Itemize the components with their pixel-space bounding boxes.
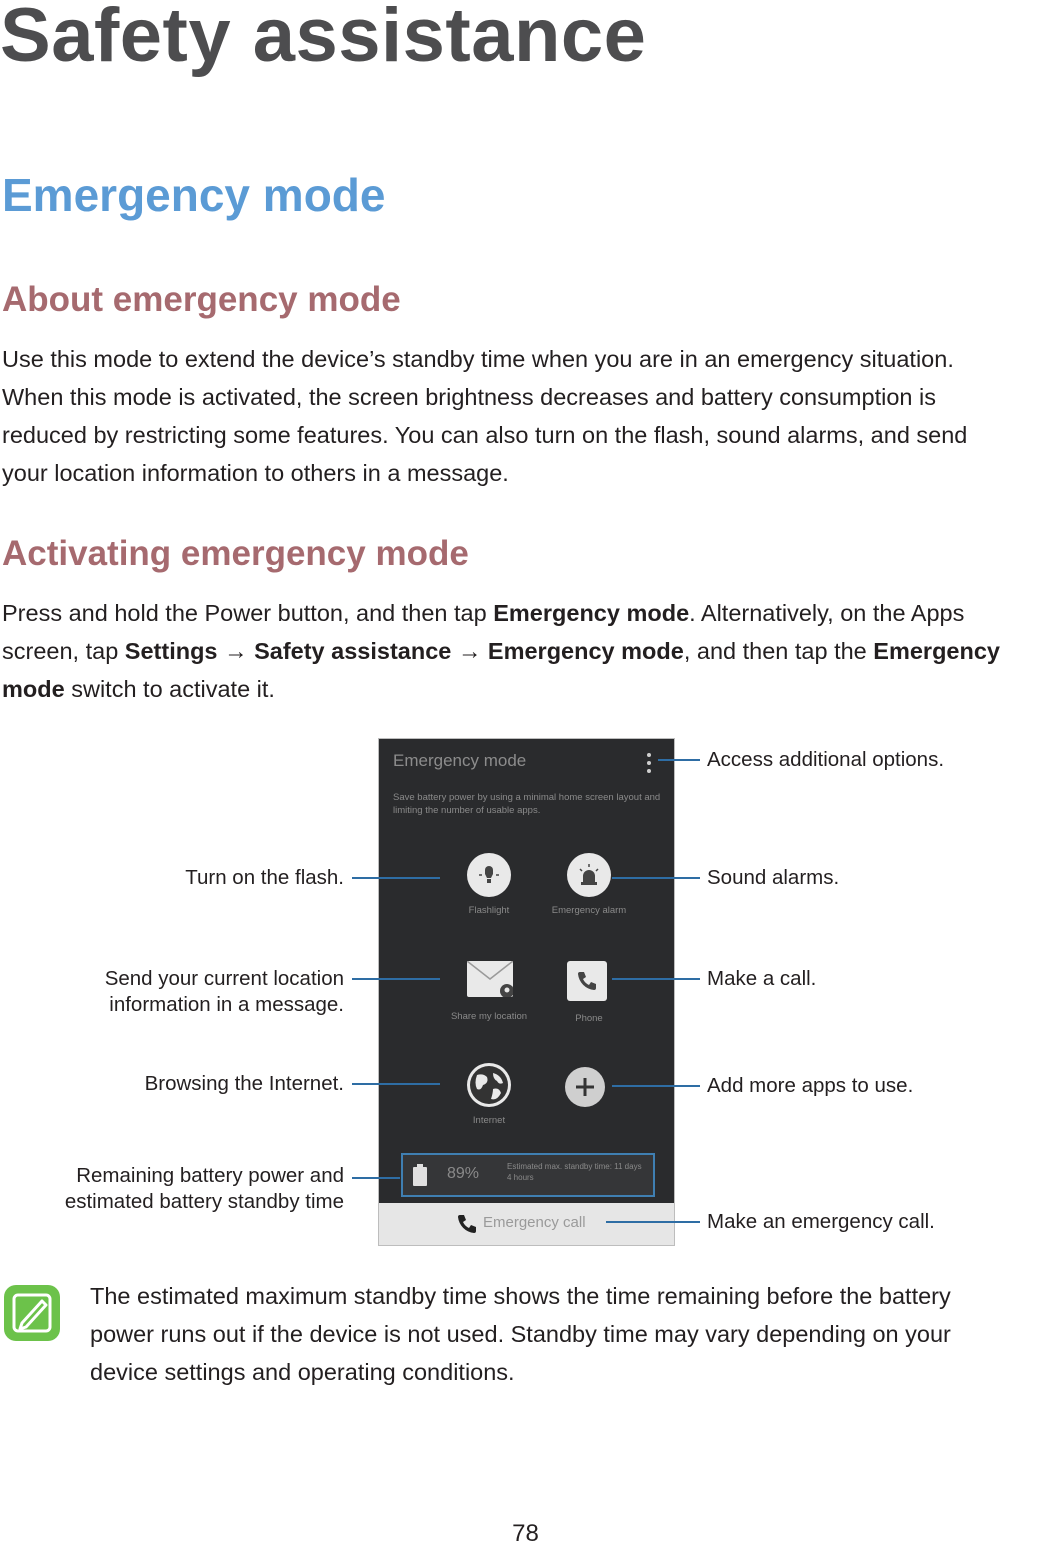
about-line-3: reduced by restricting some features. You can also turn on the flash, sound alarms, and send — [2, 422, 968, 448]
callout-line — [606, 1221, 700, 1223]
phone-call-icon — [455, 1211, 479, 1237]
callout-line — [612, 978, 700, 980]
callout-line — [352, 877, 440, 879]
app-label: Internet — [472, 1115, 506, 1126]
chapter-title: Safety assistance — [0, 0, 647, 78]
callout-alarms: Sound alarms. — [707, 866, 840, 889]
app-emergency-alarm[interactable] — [539, 853, 639, 917]
about-line-2: When this mode is activated, the screen brightness decreases and battery consumption is — [2, 384, 936, 410]
battery-info: Estimated max. standby time: 11 days 4 hours — [507, 1162, 642, 1182]
note-line-3: device settings and operating conditions. — [90, 1359, 515, 1385]
add-icon — [565, 1067, 605, 1107]
more-options-icon[interactable] — [645, 751, 653, 775]
about-paragraph — [2, 340, 1051, 492]
note-line-2: power runs out if the device is not used. Standby time may vary depending on your — [90, 1321, 951, 1347]
callout-options: Access additional options. — [707, 748, 945, 771]
note-text — [90, 1277, 1050, 1391]
phone-screenshot — [378, 738, 675, 1246]
battery-percent: 89% — [447, 1165, 480, 1182]
alarm-icon — [567, 853, 611, 897]
phone-title: Emergency mode — [393, 751, 527, 770]
callout-emergency-call: Make an emergency call. — [707, 1210, 935, 1233]
about-line-4: your location information to others in a message. — [2, 460, 509, 486]
app-flashlight[interactable] — [439, 853, 539, 917]
app-label: Flashlight — [468, 905, 510, 916]
callout-line — [352, 1083, 440, 1085]
emergency-call-button[interactable] — [379, 1203, 674, 1245]
callout-line — [612, 1085, 700, 1087]
callout-flash: Turn on the flash. — [185, 866, 344, 889]
callout-internet: Browsing the Internet. — [144, 1072, 344, 1095]
about-heading: About emergency mode — [2, 280, 401, 319]
section-title: Emergency mode — [2, 169, 386, 221]
activating-line-1: Press and hold the Power button, and then tap Emergency mode. Alternatively, on the Apps — [2, 600, 965, 626]
callout-location: Send your current location information in a message. — [104, 967, 344, 1016]
callout-line — [352, 1177, 400, 1179]
share-location-icon — [467, 961, 513, 997]
globe-icon — [467, 1063, 511, 1107]
app-label: Phone — [575, 1013, 603, 1024]
activating-paragraph — [2, 594, 1051, 708]
app-phone[interactable] — [539, 961, 639, 1025]
phone-description: Save battery power by using a minimal home screen layout and limiting the number of usable apps. — [393, 792, 661, 816]
note-line-1: The estimated maximum standby time shows the time remaining before the battery — [90, 1283, 951, 1309]
activating-line-2: screen, tap Settings → Safety assistance → Emergency mode, and then tap the Emergency — [2, 638, 1000, 664]
about-line-1: Use this mode to extend the device’s standby time when you are in an emergency situation. — [2, 346, 954, 372]
page-number: 78 — [512, 1520, 539, 1547]
callout-battery: Remaining battery power and estimated battery standby time — [64, 1164, 344, 1213]
phone-icon — [567, 961, 607, 1001]
callout-line — [658, 759, 700, 761]
activating-heading: Activating emergency mode — [2, 534, 469, 573]
battery-icon — [413, 1164, 427, 1186]
flashlight-icon — [467, 853, 511, 897]
callout-add-apps: Add more apps to use. — [707, 1074, 914, 1097]
add-app-button[interactable] — [565, 1067, 605, 1107]
app-label: Share my location — [450, 1011, 528, 1022]
activating-line-3: mode switch to activate it. — [2, 676, 275, 702]
callout-line — [612, 877, 700, 879]
app-internet[interactable] — [439, 1063, 539, 1127]
note-icon — [2, 1283, 62, 1343]
emergency-call-label: Emergency call — [483, 1214, 586, 1231]
callout-line — [352, 978, 440, 980]
app-share-location[interactable] — [439, 961, 539, 1023]
battery-status — [401, 1153, 655, 1197]
app-label: Emergency alarm — [551, 905, 627, 916]
callout-call: Make a call. — [707, 967, 817, 990]
